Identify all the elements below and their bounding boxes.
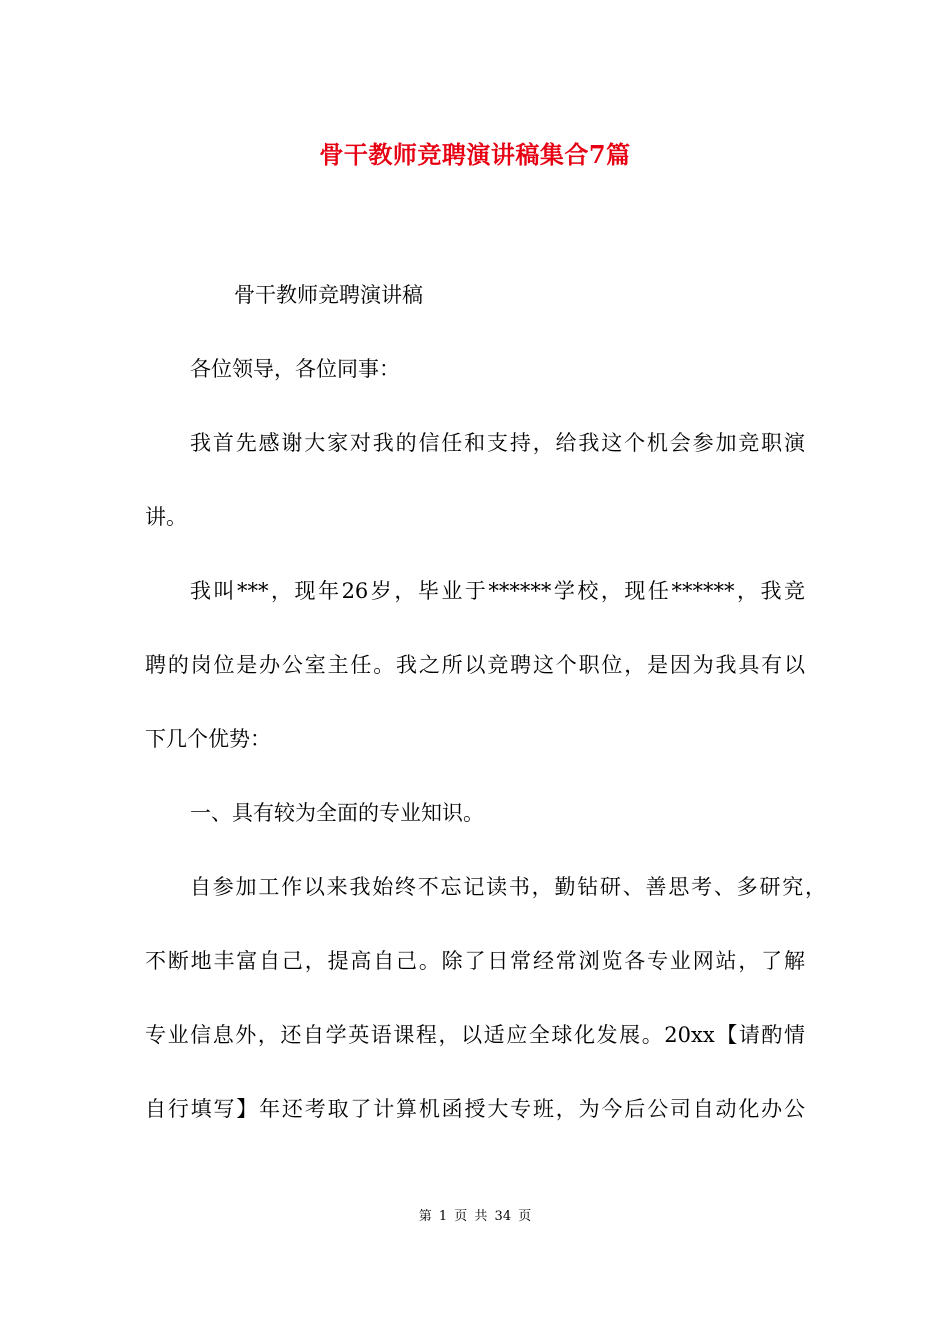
document-subtitle: 骨干教师竞聘演讲稿	[234, 283, 423, 307]
paragraph-line: 讲。	[145, 505, 187, 529]
paragraph-line: 不断地丰富自己，提高自己。除了日常经常浏览各专业网站，了解	[145, 949, 805, 973]
paragraph-line: 自行填写】年还考取了计算机函授大专班，为今后公司自动化办公	[145, 1097, 805, 1121]
paragraph-line: 自参加工作以来我始终不忘记读书，勤钻研、善思考、多研究，	[190, 875, 826, 899]
paragraph-line: 专业信息外，还自学英语课程，以适应全球化发展。20xx【请酌情	[145, 1023, 805, 1047]
page-number-footer: 第 1 页 共 34 页	[418, 1209, 532, 1224]
paragraph-line: 聘的岗位是办公室主任。我之所以竞聘这个职位，是因为我具有以	[145, 653, 805, 677]
paragraph-line: 我叫***，现年26岁，毕业于******学校，现任******，我竞	[190, 579, 805, 603]
salutation: 各位领导，各位同事：	[190, 357, 400, 381]
section-heading: 一、具有较为全面的专业知识。	[190, 801, 484, 825]
document-title: 骨干教师竞聘演讲稿集合7篇	[319, 140, 631, 169]
paragraph-line: 下几个优势：	[145, 727, 271, 751]
paragraph-line: 我首先感谢大家对我的信任和支持，给我这个机会参加竞职演	[190, 431, 805, 455]
